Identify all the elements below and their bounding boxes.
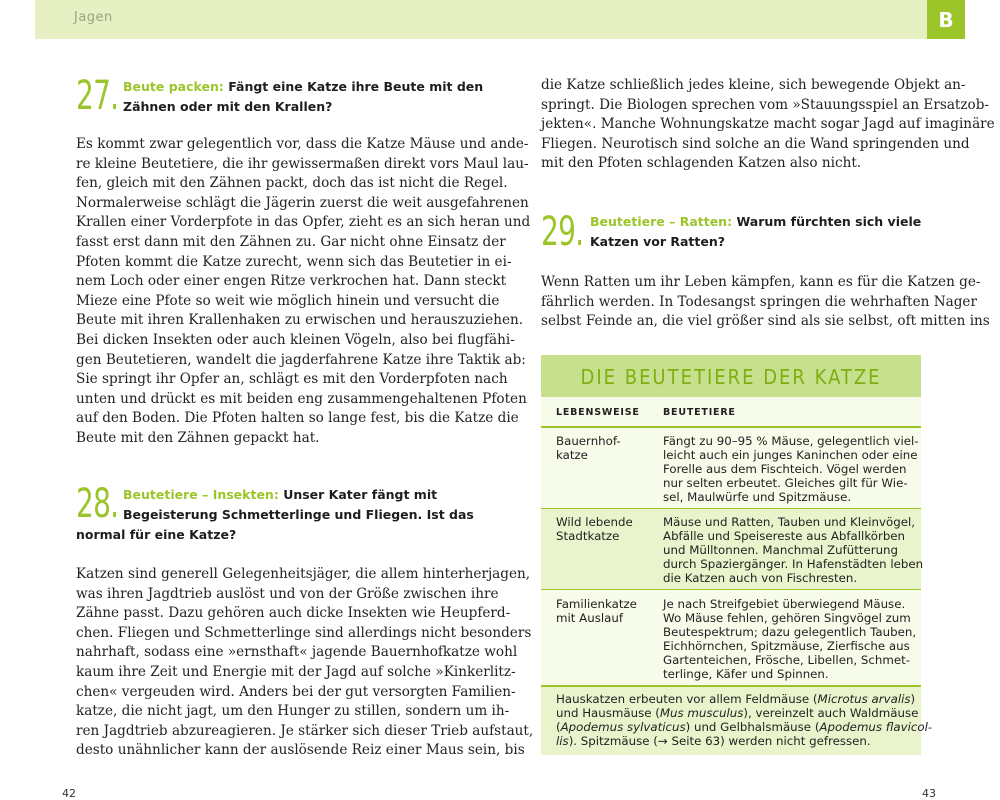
question-27-heading: [123, 77, 483, 117]
text-line: fährlich werden. In Todesangst springen die wehrhaften Nager: [541, 293, 977, 310]
table-row-2-prey: Mäuse und Ratten, Tauben und Kleinvögel, Abfälle und Speisereste aus Abfallkörben und Mülltonnen. Manchmal Zufütterung durch Spaziergänger. In Hafenstädten leben die Katzen auch von Fischresten.: [663, 515, 924, 585]
text-line: nahrhaft, sodass eine »ernsthaft« jagende Bauernhofkatze wohl: [76, 644, 518, 661]
question-29-line: Katzen vor Ratten?: [590, 234, 725, 249]
question-number-27: 27.: [76, 73, 119, 119]
question-28-line: Unser Kater fängt mit: [283, 487, 438, 502]
text-line: chen« vergeuden wird. Anders bei der gut versorgten Familien-: [76, 683, 516, 700]
question-number-29: 29.: [541, 209, 584, 255]
text-line: springt. Die Biologen sprechen vom »Stauungsspiel an Ersatzob-: [541, 96, 990, 113]
table-row-1-lifestyle: Bauernhof- katze: [556, 434, 621, 462]
header-margin-left: [0, 0, 35, 39]
question-28-keyword: Beutetiere – Insekten:: [123, 487, 279, 502]
text-line: nem Loch oder einer engen Ritze verkrochen hat. Dann steckt: [76, 273, 507, 290]
page-number-right: 43: [922, 787, 936, 800]
page-number-left: 42: [62, 787, 76, 800]
text-line: Mieze eine Pfote so weit wie möglich hinein und versucht die: [76, 292, 500, 309]
question-27-line: Zähnen oder mit den Krallen?: [123, 99, 333, 114]
text-line: Beute mit ihren Krallenhaken zu erwischen und herauszuziehen.: [76, 312, 524, 329]
table-footnote: Hauskatzen erbeuten vor allem Feldmäuse (Microtus arvalis) und Hausmäuse (Mus musculus), vereinzelt auch Waldmäuse (Apodemus sylvaticus) und Gelbhalsmäuse (Apodemus flavicol- lis). Spitzmäuse (→ Seite 63) werden nicht gefressen.: [556, 692, 933, 748]
text-line: Zähne passt. Dazu gehören auch dicke Insekten wie Heupferd-: [76, 605, 511, 622]
text-line: Krallen einer Vorderpfote in das Opfer, zieht es an sich heran und: [76, 214, 531, 231]
chapter-tab: B: [927, 0, 965, 39]
text-line: ren Jagdtrieb abzureagieren. Je stärker sich dieser Trieb aufstaut,: [76, 722, 534, 739]
table-row-3-prey: Je nach Streifgebiet überwiegend Mäuse. Wo Mäuse fehlen, gehören Singvögel zum Beutespektrum; dazu gelegentlich Tauben, Eichhörnchen, Spitzmäuse, Zierfische aus Gartenteichen, Frösche, Libellen, Schmet- terlinge, Käfer und Spinnen.: [663, 597, 917, 681]
answer-29-body: [541, 273, 990, 332]
text-line: gen Beutetieren, wandelt die jagderfahrene Katze ihre Taktik ab:: [76, 351, 526, 368]
question-27-keyword: Beute packen:: [123, 79, 224, 94]
text-line: katze, die nicht jagt, um den Hunger zu stillen, sondern um ih-: [76, 703, 510, 720]
question-29-keyword: Beutetiere – Ratten:: [590, 214, 733, 229]
text-line: re kleine Beutetiere, die ihr gewissermaßen direkt vors Maul lau-: [76, 155, 529, 172]
text-line: desto unähnlicher kann der auslösende Reiz einer Maus sein, bis: [76, 742, 525, 759]
table-header-rule: [541, 426, 921, 428]
question-27-line: Fängt eine Katze ihre Beute mit den: [228, 79, 484, 94]
text-line: Es kommt zwar gelegentlich vor, dass die Katze Mäuse und ande-: [76, 136, 529, 152]
section-title: Jagen: [74, 10, 113, 25]
running-header: [35, 0, 927, 39]
table-row-3-lifestyle: Familienkatze mit Auslauf: [556, 597, 637, 625]
text-line: was ihren Jagdtrieb auslöst und von der Größe zwischen ihre: [76, 585, 499, 602]
text-line: auf den Boden. Die Pfoten halten so lange fest, bis die Katze die: [76, 410, 519, 427]
prey-table-title: DIE BEUTETIERE DER KATZE: [580, 365, 882, 389]
table-row-divider: [541, 589, 921, 590]
text-line: selbst Feinde an, die viel größer sind als sie selbst, oft mitten ins: [541, 313, 990, 330]
text-line: fasst erst dann mit den Zähnen zu. Gar nicht ohne Einsatz der: [76, 233, 506, 250]
question-28-heading: [123, 485, 474, 525]
text-line: Sie springt ihr Opfer an, schlägt es mit den Vorderpfoten nach: [76, 371, 508, 388]
text-line: chen. Fliegen und Schmetterlinge sind allerdings nicht besonders: [76, 624, 532, 641]
answer-27-body: [76, 135, 530, 449]
text-line: kaum ihre Zeit und Energie mit der Jagd auf solche »Kinkerlitz-: [76, 663, 516, 680]
column-header-prey: BEUTETIERE: [663, 407, 736, 418]
question-29-heading: [590, 212, 921, 252]
text-line: Normalerweise schlägt die Jägerin zuerst die weit ausgefahrenen: [76, 194, 529, 211]
table-row-1-prey: Fängt zu 90–95 % Mäuse, gelegentlich viel- leicht auch ein junges Kaninchen oder eine Forelle aus dem Fischteich. Vögel werden nur selten erbeutet. Gleiches gilt für Wie- sel, Maulwürfe und Spitzmäuse.: [663, 434, 919, 504]
text-line: mit den Pfoten schlagenden Katzen also nicht.: [541, 155, 862, 172]
text-line: Pfoten kommt die Katze zurecht, wenn sich das Beutetier in ei-: [76, 253, 512, 270]
text-line: die Katze schließlich jedes kleine, sich bewegende Objekt an-: [541, 77, 966, 93]
header-margin-right: [965, 0, 1000, 39]
text-line: Katzen sind generell Gelegenheitsjäger, die allem hinterherjagen,: [76, 566, 531, 582]
text-line: unten und drückt es mit beiden eng zusammengehaltenen Pfoten: [76, 390, 527, 407]
question-29-line: Warum fürchten sich viele: [736, 214, 922, 229]
question-28-line: normal für eine Katze?: [76, 527, 237, 542]
text-line: Wenn Ratten um ihr Leben kämpfen, kann es für die Katzen ge-: [541, 274, 981, 290]
text-line: jekten«. Manche Wohnungskatze macht sogar Jagd auf imaginäre: [541, 116, 995, 133]
text-line: Bei dicken Insekten oder auch kleinen Vögeln, also bei flugfähi-: [76, 331, 515, 348]
text-line: Fliegen. Neurotisch sind solche an die Wand springenden und: [541, 135, 970, 152]
text-line: Beute mit den Zähnen gepackt hat.: [76, 429, 320, 446]
answer-28-continuation: [541, 76, 995, 174]
text-line: fen, gleich mit den Zähnen packt, doch das ist nicht die Regel.: [76, 175, 508, 192]
question-28-line: Begeisterung Schmetterlinge und Fliegen. Ist das: [123, 507, 474, 522]
table-row-2-lifestyle: Wild lebende Stadtkatze: [556, 515, 633, 543]
answer-28-body: [76, 565, 533, 761]
column-header-lifestyle: LEBENSWEISE: [556, 407, 640, 418]
question-number-28: 28.: [76, 481, 119, 527]
